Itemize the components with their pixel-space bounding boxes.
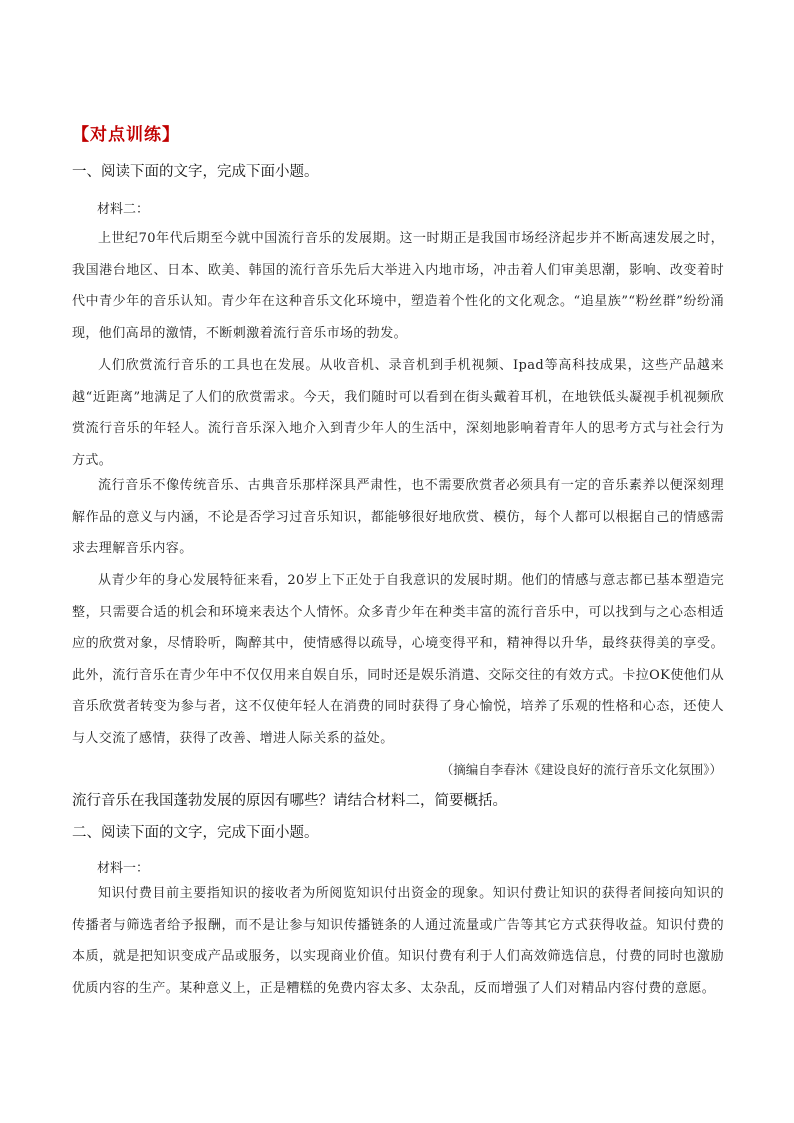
question1-source: （摘编自李春沐《建设良好的流行音乐文化氛围》）: [440, 762, 722, 777]
question1-prompt: 一、阅读下面的文字，完成下面小题。: [72, 164, 319, 180]
question1-paragraph-1: 上世纪70年代后期至今就中国流行音乐的发展期。这一时期正是我国市场经济起步并不断高速发展之时，我国港台地区、日本、欧美、韩国的流行音乐先后大举进入内地市场，冲击着人们审美思潮，影响、改变着时代中青少年的音乐认知。青少年在这种音乐文化环境中，塑造着个性化的文化观念。“追星族”“粉丝群”纷纷涌现，他们高昂的激情，不断刺激着流行音乐市场的勃发。: [72, 231, 724, 341]
question2-material-label: 材料一：: [97, 861, 150, 876]
question1-question: 流行音乐在我国蓬勃发展的原因有哪些？请结合材料二，简要概括。: [72, 793, 507, 809]
question2-prompt: 二、阅读下面的文字，完成下面小题。: [72, 825, 319, 841]
question1-paragraph-3: 流行音乐不像传统音乐、古典音乐那样深具严肃性，也不需要欣赏者必须具有一定的音乐素养以便深刻理解作品的意义与内涵，不论是否学习过音乐知识，都能够很好地欣赏、模仿，每个人都可以根据自己的情感需求去理解音乐内容。: [72, 478, 724, 556]
question1-paragraph-2: 人们欣赏流行音乐的工具也在发展。从收音机、录音机到手机视频、Ipad等高科技成果，这些产品越来越“近距离”地满足了人们的欣赏需求。今天，我们随时可以看到在街头戴着耳机，在地铁低头凝视手机视频欣赏流行音乐的年轻人。流行音乐深入地介入到青少年人的生活中，深刻地影响着青年人的思考方式与社会行为方式。: [72, 358, 724, 468]
question1-paragraph-4: 从青少年的身心发展特征来看，20岁上下正处于自我意识的发展时期。他们的情感与意志都已基本塑造完整，只需要合适的机会和环境来表达个人情怀。众多青少年在种类丰富的流行音乐中，可以找到与之心态相适应的欣赏对象，尽情聆听，陶醉其中，使情感得以疏导，心境变得平和，精神得以升华，最终获得美的享受。此外，流行音乐在青少年中不仅仅用来自娱自乐，同时还是娱乐消遣、交际交往的有效方式。卡拉OK使他们从音乐欣赏者转变为参与者，这不仅使年轻人在消费的同时获得了身心愉悦，培养了乐观的性格和心态，还使人与人交流了感情，获得了改善、增进人际关系的益处。: [72, 573, 724, 746]
section-heading: 【对点训练】: [72, 125, 180, 145]
question1-material-label: 材料二：: [97, 202, 150, 217]
question2-paragraph-1: 知识付费目前主要指知识的接收者为所阅览知识付出资金的现象。知识付费让知识的获得者间接向知识的传播者与筛选者给予报酬，而不是让参与知识传播链条的人通过流量或广告等其它方式获得收益。知识付费的本质，就是把知识变成产品或服务，以实现商业价值。知识付费有利于人们高效筛选信息，付费的同时也激励优质内容的生产。某种意义上，正是糟糕的免费内容太多、太杂乱，反而增强了人们对精品内容付费的意愿。: [72, 886, 724, 996]
